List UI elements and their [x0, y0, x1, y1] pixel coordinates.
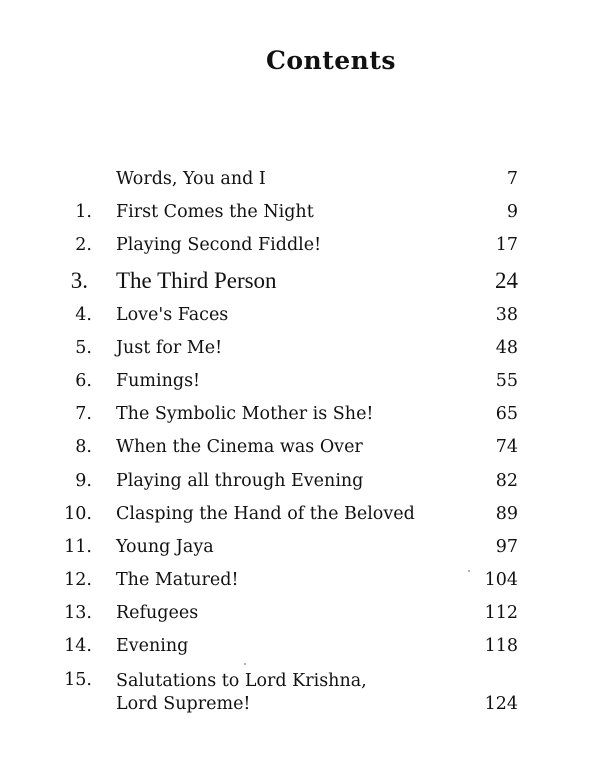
toc-entry: [0, 431, 600, 464]
toc-entry: [0, 664, 600, 716]
entry-page: 24: [495, 267, 518, 293]
entry-page: 9: [506, 202, 518, 223]
entry-number: 5.: [75, 337, 92, 358]
scan-speck: [468, 570, 470, 572]
entry-title: Young Jaya: [116, 536, 214, 557]
entry-page: 7: [506, 169, 518, 189]
entry-page: 65: [495, 404, 518, 425]
entry-number: 11.: [64, 536, 92, 557]
toc-entry: [0, 531, 600, 564]
entry-page: 38: [495, 304, 518, 325]
entry-page: 48: [495, 337, 518, 358]
entry-page: 118: [484, 636, 518, 657]
toc-entry: [0, 299, 600, 332]
entry-title: Evening: [116, 636, 189, 657]
entry-page: 124: [484, 693, 518, 714]
toc-entry: [0, 630, 600, 663]
entry-page: 55: [495, 370, 518, 391]
entry-title: Words, You and I: [116, 169, 266, 189]
entry-page: 104: [484, 570, 518, 591]
toc-entry: [0, 465, 600, 498]
entry-number: 3.: [70, 267, 88, 293]
entry-title: First Comes the Night: [116, 202, 314, 223]
entry-page: 97: [495, 536, 518, 557]
scan-speck: [244, 663, 246, 665]
entry-number: 6.: [75, 370, 92, 391]
entry-number: 15.: [64, 669, 92, 690]
toc-entry: [0, 564, 600, 597]
entry-number: 14.: [64, 636, 92, 657]
entry-title: The Symbolic Mother is She!: [116, 404, 374, 425]
entry-number: 7.: [75, 404, 92, 425]
entry-page: 74: [495, 437, 518, 458]
entry-title: Just for Me!: [116, 337, 223, 358]
entry-title: Refugees: [116, 603, 199, 624]
entry-title: The Matured!: [116, 570, 239, 591]
entry-page: 112: [484, 603, 518, 624]
entry-title: Playing Second Fiddle!: [116, 235, 322, 256]
entry-number: 13.: [64, 603, 92, 624]
toc-entry: [0, 398, 600, 431]
toc-entry: [0, 229, 600, 262]
entry-number: 2.: [75, 235, 92, 256]
entry-title: Love's Faces: [116, 304, 229, 325]
entry-number: 1.: [75, 202, 92, 223]
entry-page: 17: [495, 235, 518, 256]
entry-title: Clasping the Hand of the Beloved: [116, 503, 415, 524]
entry-number: 8.: [75, 437, 92, 458]
toc-entry: [0, 163, 600, 196]
entry-number: 12.: [64, 570, 92, 591]
entry-title: [116, 670, 367, 716]
toc-entry: [0, 332, 600, 365]
toc-entry: [0, 263, 600, 299]
entry-title-line: Lord Supreme!: [116, 693, 251, 714]
entry-number: 10.: [64, 503, 92, 524]
toc-entry: [0, 498, 600, 531]
toc-entry: [0, 196, 600, 229]
contents-list: [0, 163, 600, 716]
toc-entry: [0, 597, 600, 630]
entry-number: 4.: [75, 304, 92, 325]
entry-title: When the Cinema was Over: [116, 437, 363, 458]
entry-title: The Third Person: [116, 267, 277, 293]
toc-entry: [0, 365, 600, 398]
entry-title: Fumings!: [116, 370, 201, 391]
entry-title-line: Salutations to Lord Krishna,: [116, 670, 367, 691]
entry-title: Playing all through Evening: [116, 470, 364, 491]
entry-page: 89: [495, 503, 518, 524]
entry-page: 82: [495, 470, 518, 491]
page-title: Contents: [265, 46, 396, 75]
entry-number: 9.: [75, 470, 92, 491]
